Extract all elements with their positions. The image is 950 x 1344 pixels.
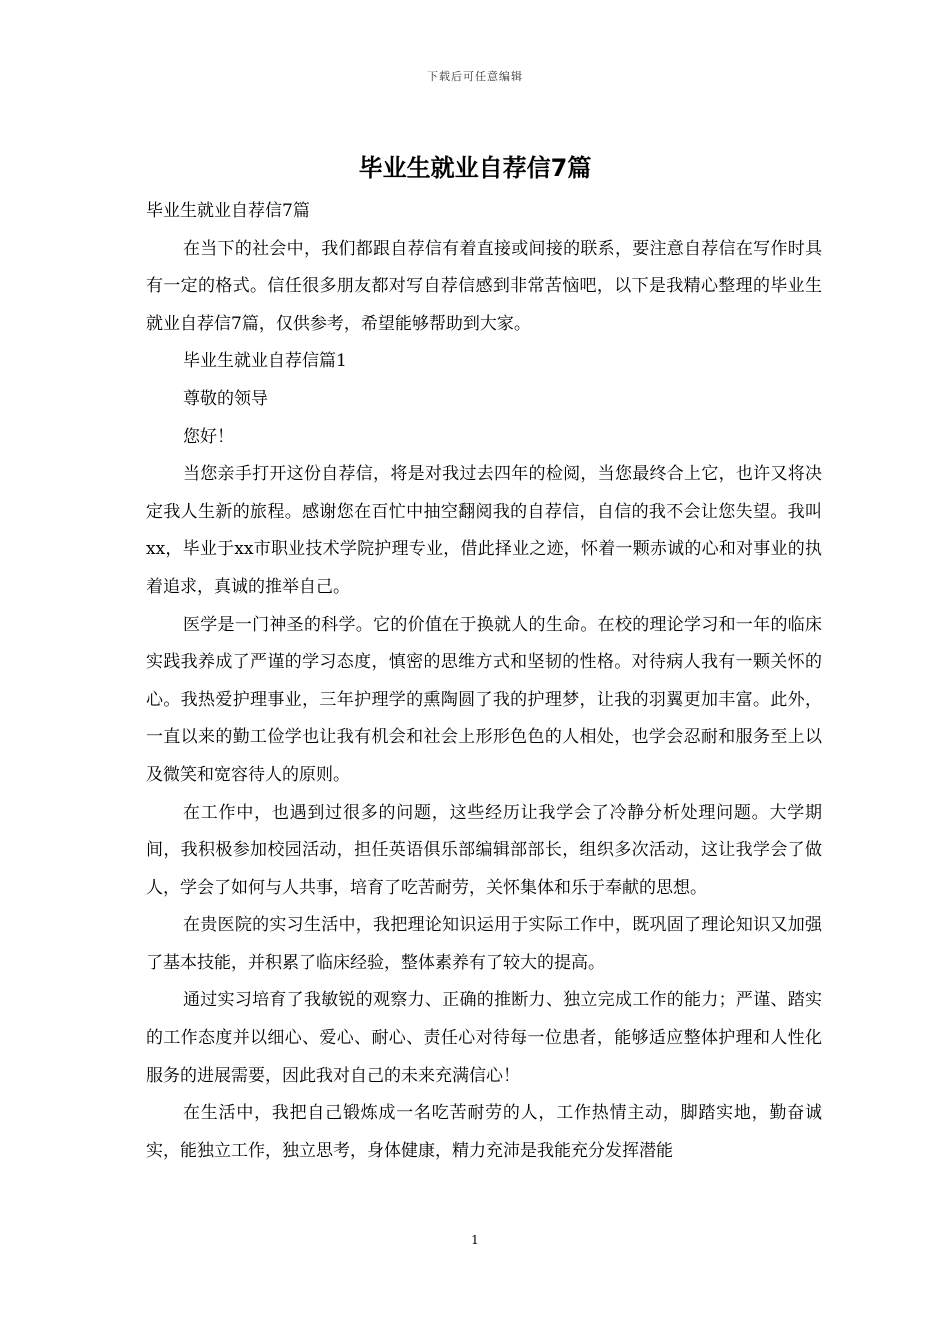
greeting: 您好！ <box>183 426 234 447</box>
body-paragraph: 通过实习培育了我敏锐的观察力、正确的推断力、独立完成工作的能力；严谨、踏实的工作态度并以细心、爱心、耐心、责任心对待每一位患者，能够适应整体护理和人性化服务的进展需要，因此我对自己的未来充满信心！ <box>146 990 822 1086</box>
subtitle-line: 毕业生就业自荐信7篇 <box>146 201 310 221</box>
intro-paragraph: 在当下的社会中，我们都跟自荐信有着直接或间接的联系，要注意自荐信在写作时具有一定的格式。信任很多朋友都对写自荐信感到非常苦恼吧，以下是我精心整理的毕业生就业自荐信7篇，仅供参考，希望能够帮助到大家。 <box>146 238 822 334</box>
section-heading: 毕业生就业自荐信篇1 <box>183 351 347 372</box>
body-paragraph: 在贵医院的实习生活中，我把理论知识运用于实际工作中，既巩固了理论知识又加强了基本技能，并积累了临床经验，整体素养有了较大的提高。 <box>146 915 822 973</box>
body-paragraph: 在工作中，也遇到过很多的问题，这些经历让我学会了冷静分析处理问题。大学期间，我积极参加校园活动，担任英语俱乐部编辑部部长，组织多次活动，这让我学会了做人，学会了如何与人共事，培育了吃苦耐劳，关怀集体和乐于奉献的思想。 <box>146 802 822 898</box>
page-number: 1 <box>471 1233 479 1247</box>
document-title: 毕业生就业自荐信7篇 <box>358 154 592 182</box>
body-paragraph: 在生活中，我把自己锻炼成一名吃苦耐劳的人，工作热情主动，脚踏实地，勤奋诚实，能独立工作，独立思考，身体健康，精力充沛是我能充分发挥潜能 <box>146 1103 822 1161</box>
body-paragraph: 医学是一门神圣的科学。它的价值在于换就人的生命。在校的理论学习和一年的临床实践我养成了严谨的学习态度，慎密的思维方式和坚韧的性格。对待病人我有一颗关怀的心。我热爱护理事业，三年护理学的熏陶圆了我的护理梦，让我的羽翼更加丰富。此外，一直以来的勤工俭学也让我有机会和社会上形形色色的人相处，也学会忍耐和服务至上以及微笑和宽容待人的原则。 <box>146 614 822 785</box>
header-note: 下载后可任意编辑 <box>427 70 523 83</box>
salutation: 尊敬的领导 <box>183 388 268 409</box>
body-paragraph: 当您亲手打开这份自荐信，将是对我过去四年的检阅，当您最终合上它，也许又将决定我人生新的旅程。感谢您在百忙中抽空翻阅我的自荐信，自信的我不会让您失望。我叫xx，毕业于xx市职业技术学院护理专业，借此择业之迹，怀着一颗赤诚的心和对事业的执着追求，真诚的推举自己。 <box>146 464 822 597</box>
document-body <box>146 193 822 1170</box>
